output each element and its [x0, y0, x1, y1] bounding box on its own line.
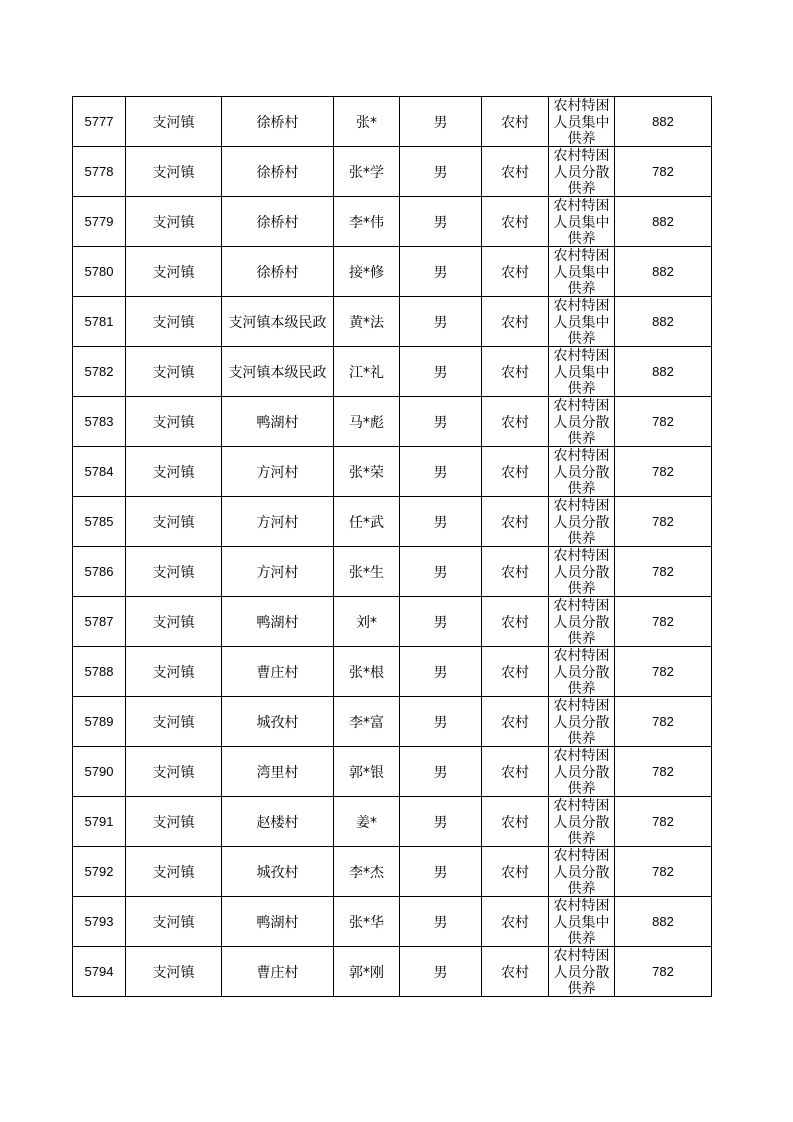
support-type-cell [549, 247, 615, 297]
record-id: 5780 [73, 247, 126, 297]
table-row [73, 747, 712, 797]
record-id: 5794 [73, 947, 126, 997]
record-id: 5793 [73, 897, 126, 947]
village-cell: 方河村 [222, 547, 334, 597]
town-cell: 支河镇 [126, 697, 222, 747]
residence-type-cell: 农村 [482, 197, 549, 247]
table-row [73, 97, 712, 147]
record-id: 5786 [73, 547, 126, 597]
table-row [73, 897, 712, 947]
residence-type-cell: 农村 [482, 647, 549, 697]
residence-type-cell: 农村 [482, 797, 549, 847]
person-name-cell: 黄*法 [334, 297, 400, 347]
record-id: 5781 [73, 297, 126, 347]
person-name-cell: 姜* [334, 797, 400, 847]
table-row [73, 197, 712, 247]
residence-type-cell: 农村 [482, 547, 549, 597]
amount-cell: 782 [615, 397, 712, 447]
amount-cell: 782 [615, 747, 712, 797]
support-type-text: 农村特困人员分散供养 [553, 448, 610, 496]
amount-cell: 782 [615, 597, 712, 647]
record-id: 5787 [73, 597, 126, 647]
village-cell: 赵楼村 [222, 797, 334, 847]
person-name-cell: 张*荣 [334, 447, 400, 497]
village-cell: 曹庄村 [222, 647, 334, 697]
support-type-text: 农村特困人员集中供养 [553, 98, 610, 146]
residence-type-cell: 农村 [482, 897, 549, 947]
town-cell: 支河镇 [126, 197, 222, 247]
support-type-text: 农村特困人员集中供养 [553, 348, 610, 396]
support-type-text: 农村特困人员分散供养 [553, 498, 610, 546]
support-type-cell [549, 897, 615, 947]
residence-type-cell: 农村 [482, 347, 549, 397]
town-cell: 支河镇 [126, 597, 222, 647]
residence-type-cell: 农村 [482, 697, 549, 747]
record-id: 5777 [73, 97, 126, 147]
town-cell: 支河镇 [126, 347, 222, 397]
support-type-cell [549, 847, 615, 897]
table-row [73, 697, 712, 747]
village-cell: 城孜村 [222, 847, 334, 897]
residence-type-cell: 农村 [482, 447, 549, 497]
village-cell: 鸭湖村 [222, 597, 334, 647]
town-cell: 支河镇 [126, 947, 222, 997]
village-cell: 鸭湖村 [222, 397, 334, 447]
village-cell: 支河镇本级民政 [222, 347, 334, 397]
gender-cell: 男 [400, 497, 482, 547]
village-cell: 曹庄村 [222, 947, 334, 997]
village-cell: 徐桥村 [222, 147, 334, 197]
amount-cell: 882 [615, 97, 712, 147]
gender-cell: 男 [400, 747, 482, 797]
support-type-cell [549, 797, 615, 847]
gender-cell: 男 [400, 947, 482, 997]
record-id: 5782 [73, 347, 126, 397]
gender-cell: 男 [400, 397, 482, 447]
support-type-cell [549, 747, 615, 797]
village-cell: 鸭湖村 [222, 897, 334, 947]
record-id: 5792 [73, 847, 126, 897]
support-type-text: 农村特困人员分散供养 [553, 398, 610, 446]
gender-cell: 男 [400, 97, 482, 147]
support-type-text: 农村特困人员分散供养 [553, 698, 610, 746]
support-type-cell [549, 597, 615, 647]
village-cell: 支河镇本级民政 [222, 297, 334, 347]
amount-cell: 782 [615, 947, 712, 997]
support-type-cell [549, 447, 615, 497]
record-id: 5788 [73, 647, 126, 697]
amount-cell: 782 [615, 447, 712, 497]
person-name-cell: 郭*刚 [334, 947, 400, 997]
residence-type-cell: 农村 [482, 747, 549, 797]
support-type-text: 农村特困人员集中供养 [553, 298, 610, 346]
support-type-cell [549, 397, 615, 447]
town-cell: 支河镇 [126, 897, 222, 947]
record-id: 5783 [73, 397, 126, 447]
table-row [73, 547, 712, 597]
person-name-cell: 张* [334, 97, 400, 147]
records-table [72, 96, 712, 997]
amount-cell: 882 [615, 347, 712, 397]
table-row [73, 947, 712, 997]
person-name-cell: 任*武 [334, 497, 400, 547]
town-cell: 支河镇 [126, 297, 222, 347]
person-name-cell: 李*杰 [334, 847, 400, 897]
residence-type-cell: 农村 [482, 397, 549, 447]
person-name-cell: 张*根 [334, 647, 400, 697]
support-type-cell [549, 147, 615, 197]
person-name-cell: 张*生 [334, 547, 400, 597]
gender-cell: 男 [400, 897, 482, 947]
table-row [73, 397, 712, 447]
town-cell: 支河镇 [126, 447, 222, 497]
town-cell: 支河镇 [126, 397, 222, 447]
support-type-cell [549, 697, 615, 747]
gender-cell: 男 [400, 147, 482, 197]
table-row [73, 847, 712, 897]
record-id: 5785 [73, 497, 126, 547]
person-name-cell: 江*礼 [334, 347, 400, 397]
town-cell: 支河镇 [126, 547, 222, 597]
gender-cell: 男 [400, 347, 482, 397]
amount-cell: 782 [615, 847, 712, 897]
town-cell: 支河镇 [126, 247, 222, 297]
support-type-text: 农村特困人员分散供养 [553, 948, 610, 996]
support-type-cell [549, 197, 615, 247]
support-type-cell [549, 497, 615, 547]
gender-cell: 男 [400, 597, 482, 647]
town-cell: 支河镇 [126, 147, 222, 197]
record-id: 5790 [73, 747, 126, 797]
support-type-text: 农村特困人员分散供养 [553, 848, 610, 896]
residence-type-cell: 农村 [482, 947, 549, 997]
person-name-cell: 郭*银 [334, 747, 400, 797]
gender-cell: 男 [400, 647, 482, 697]
amount-cell: 882 [615, 247, 712, 297]
gender-cell: 男 [400, 697, 482, 747]
village-cell: 徐桥村 [222, 197, 334, 247]
amount-cell: 782 [615, 647, 712, 697]
residence-type-cell: 农村 [482, 147, 549, 197]
amount-cell: 882 [615, 897, 712, 947]
town-cell: 支河镇 [126, 497, 222, 547]
town-cell: 支河镇 [126, 647, 222, 697]
person-name-cell: 张*华 [334, 897, 400, 947]
support-type-text: 农村特困人员分散供养 [553, 598, 610, 646]
support-type-cell [549, 347, 615, 397]
support-type-cell [549, 97, 615, 147]
residence-type-cell: 农村 [482, 297, 549, 347]
support-type-cell [549, 947, 615, 997]
town-cell: 支河镇 [126, 97, 222, 147]
table-row [73, 447, 712, 497]
residence-type-cell: 农村 [482, 847, 549, 897]
table-row [73, 247, 712, 297]
record-id: 5791 [73, 797, 126, 847]
village-cell: 方河村 [222, 497, 334, 547]
support-type-text: 农村特困人员分散供养 [553, 148, 610, 196]
residence-type-cell: 农村 [482, 497, 549, 547]
gender-cell: 男 [400, 197, 482, 247]
village-cell: 方河村 [222, 447, 334, 497]
table-row [73, 147, 712, 197]
person-name-cell: 张*学 [334, 147, 400, 197]
table-row [73, 347, 712, 397]
town-cell: 支河镇 [126, 747, 222, 797]
gender-cell: 男 [400, 797, 482, 847]
support-type-text: 农村特困人员集中供养 [553, 198, 610, 246]
gender-cell: 男 [400, 547, 482, 597]
gender-cell: 男 [400, 247, 482, 297]
support-type-text: 农村特困人员分散供养 [553, 548, 610, 596]
residence-type-cell: 农村 [482, 247, 549, 297]
person-name-cell: 刘* [334, 597, 400, 647]
person-name-cell: 李*富 [334, 697, 400, 747]
table-row [73, 597, 712, 647]
support-type-text: 农村特困人员分散供养 [553, 748, 610, 796]
amount-cell: 782 [615, 797, 712, 847]
village-cell: 城孜村 [222, 697, 334, 747]
support-type-text: 农村特困人员集中供养 [553, 898, 610, 946]
support-type-text: 农村特困人员集中供养 [553, 248, 610, 296]
support-type-cell [549, 297, 615, 347]
town-cell: 支河镇 [126, 847, 222, 897]
town-cell: 支河镇 [126, 797, 222, 847]
record-id: 5779 [73, 197, 126, 247]
table-row [73, 497, 712, 547]
gender-cell: 男 [400, 847, 482, 897]
village-cell: 徐桥村 [222, 247, 334, 297]
amount-cell: 782 [615, 697, 712, 747]
village-cell: 湾里村 [222, 747, 334, 797]
records-table-body [73, 97, 712, 997]
table-row [73, 647, 712, 697]
support-type-cell [549, 647, 615, 697]
gender-cell: 男 [400, 297, 482, 347]
person-name-cell: 接*修 [334, 247, 400, 297]
amount-cell: 882 [615, 197, 712, 247]
table-row [73, 297, 712, 347]
residence-type-cell: 农村 [482, 597, 549, 647]
table-row [73, 797, 712, 847]
record-id: 5789 [73, 697, 126, 747]
support-type-cell [549, 547, 615, 597]
person-name-cell: 李*伟 [334, 197, 400, 247]
amount-cell: 782 [615, 547, 712, 597]
record-id: 5778 [73, 147, 126, 197]
residence-type-cell: 农村 [482, 97, 549, 147]
gender-cell: 男 [400, 447, 482, 497]
amount-cell: 782 [615, 497, 712, 547]
record-id: 5784 [73, 447, 126, 497]
support-type-text: 农村特困人员分散供养 [553, 648, 610, 696]
person-name-cell: 马*彪 [334, 397, 400, 447]
support-type-text: 农村特困人员分散供养 [553, 798, 610, 846]
village-cell: 徐桥村 [222, 97, 334, 147]
amount-cell: 782 [615, 147, 712, 197]
amount-cell: 882 [615, 297, 712, 347]
